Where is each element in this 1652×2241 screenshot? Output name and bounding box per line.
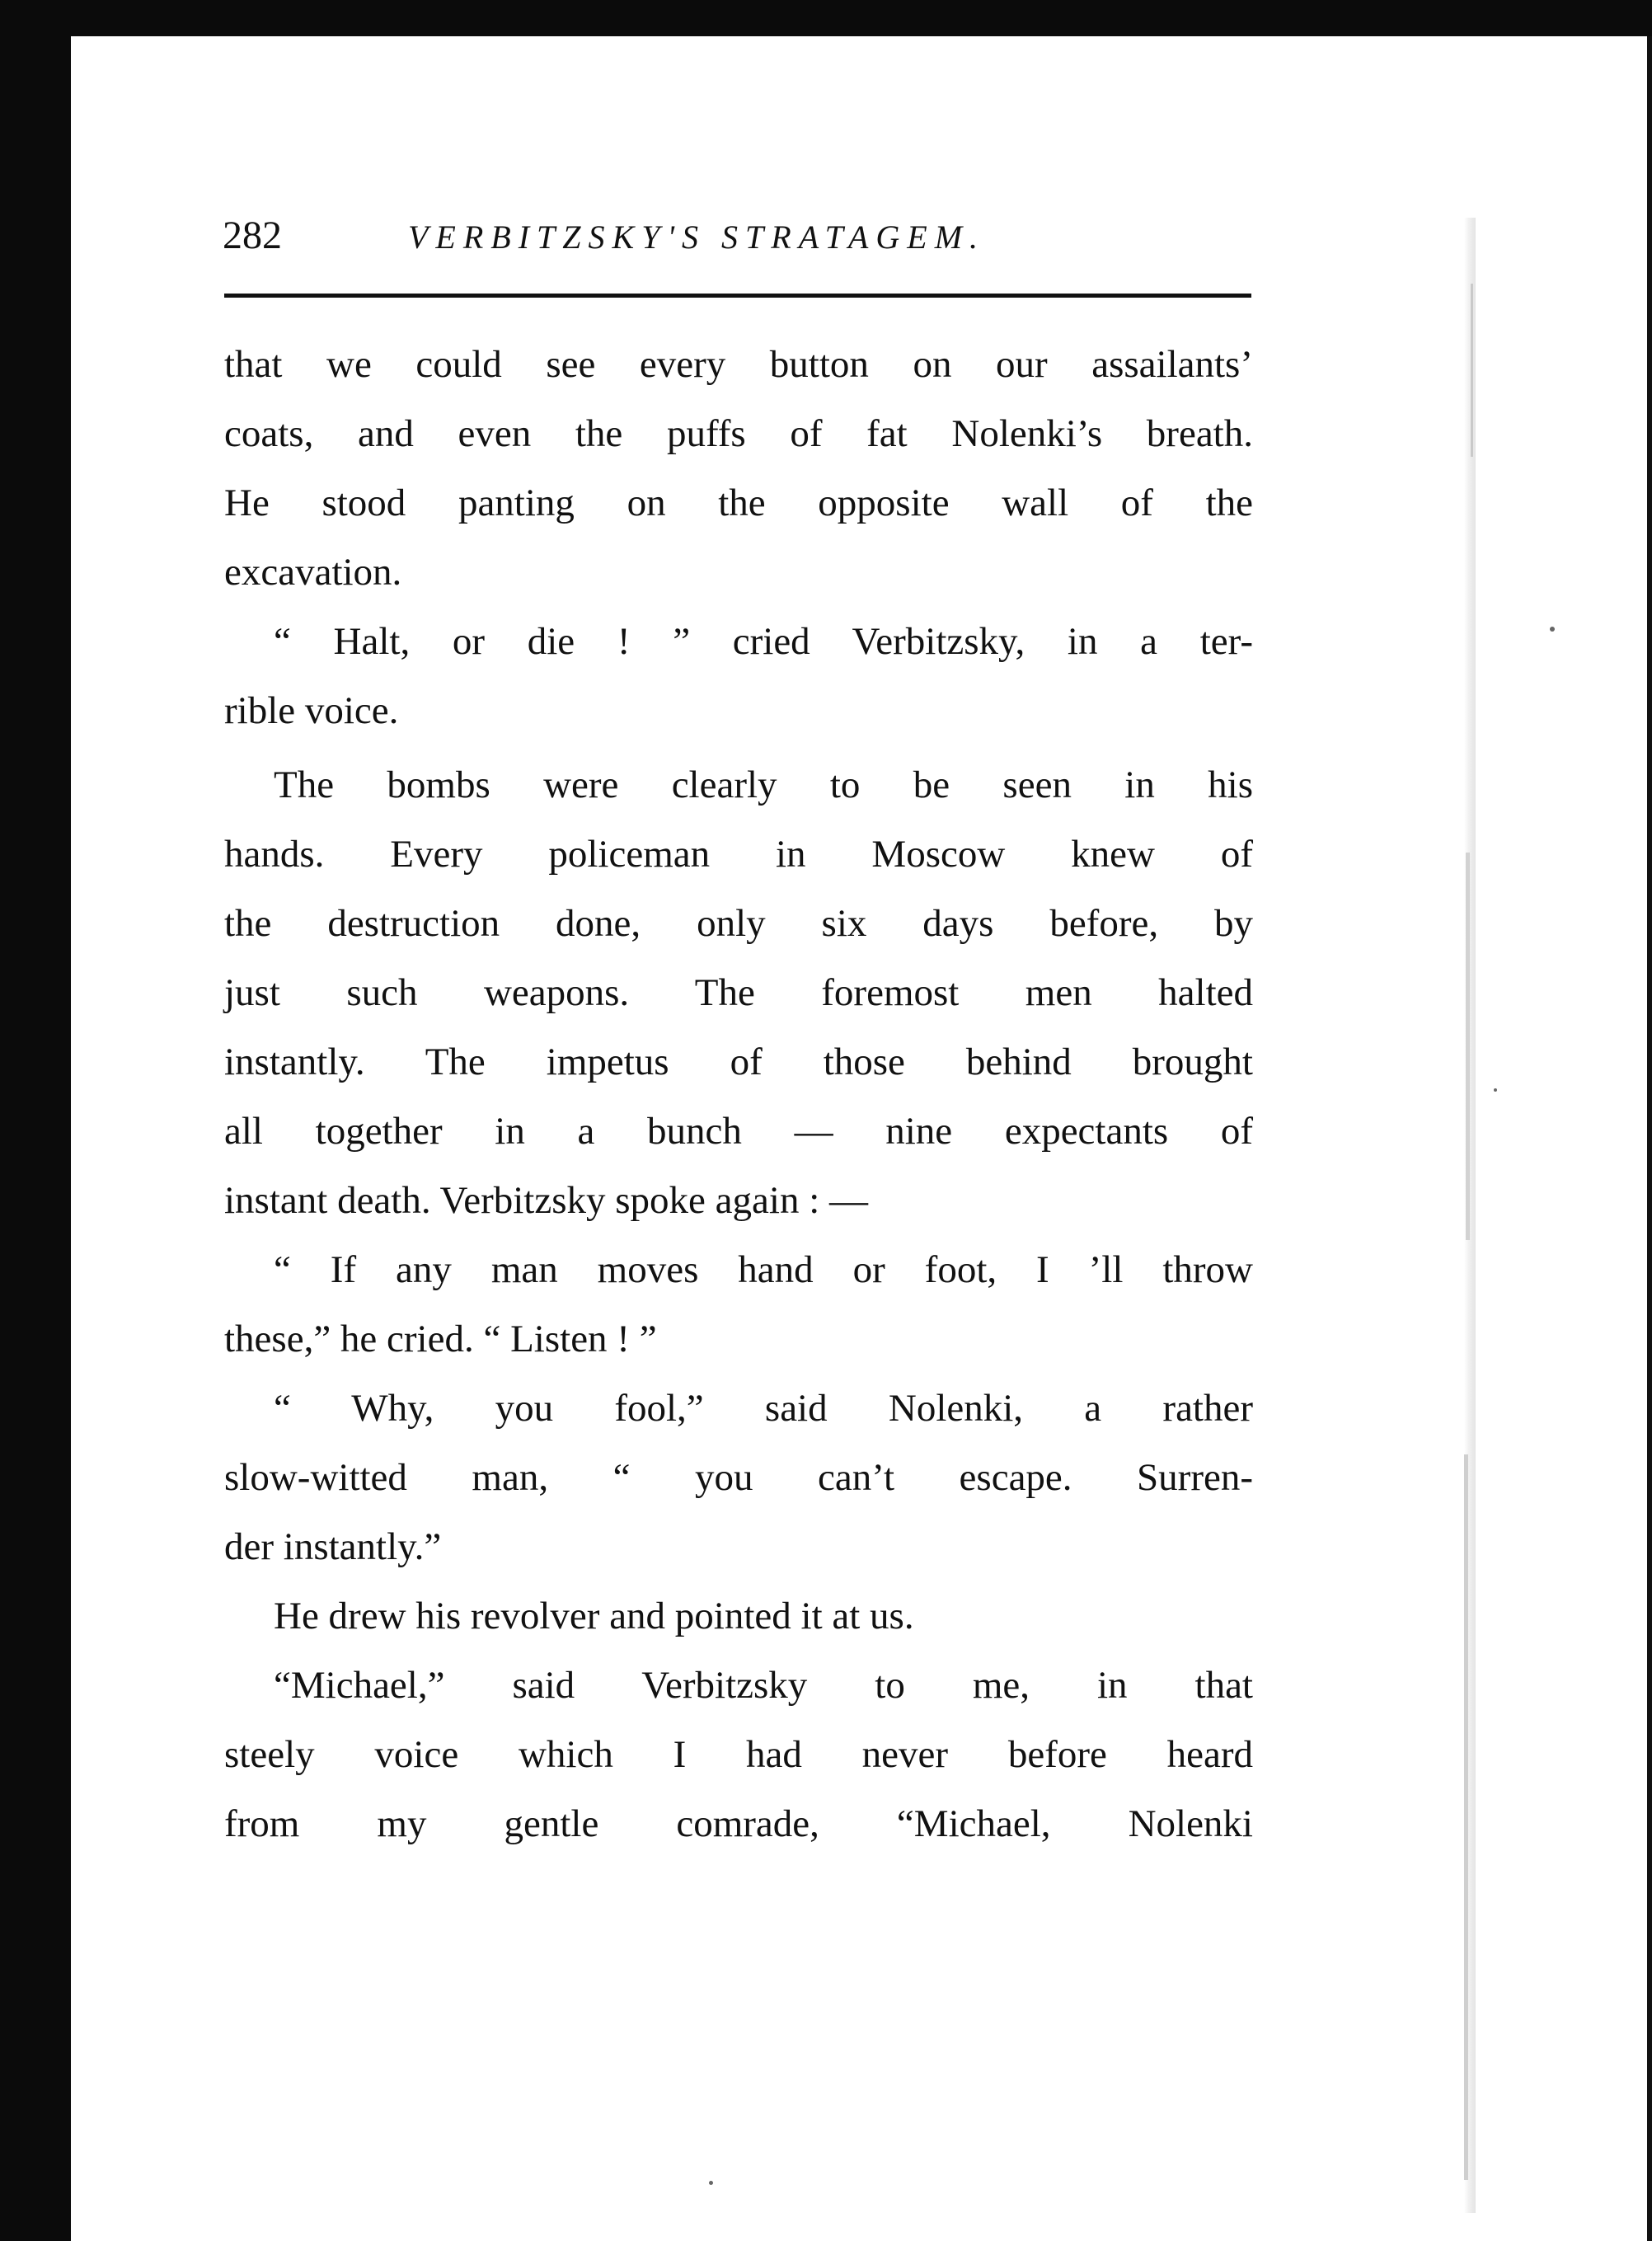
page-fold-line bbox=[1466, 853, 1470, 1240]
body-text bbox=[224, 330, 1253, 1858]
scan-speck bbox=[1550, 627, 1555, 632]
text-line: coats, and even the puffs of fat Nolenki’s breath. bbox=[224, 412, 1253, 455]
text-line: “ Why, you fool,” said Nolenki, a rather bbox=[274, 1387, 1253, 1430]
text-line: der instantly.” bbox=[224, 1525, 442, 1568]
text-line: the destruction done, only six days before, by bbox=[224, 902, 1253, 945]
text-line: that we could see every button on our assailants’ bbox=[224, 343, 1253, 386]
text-line: excavation. bbox=[224, 551, 402, 594]
page-fold-line bbox=[1464, 1454, 1468, 2180]
text-line: instantly. The impetus of those behind brought bbox=[224, 1041, 1253, 1083]
text-line: The bombs were clearly to be seen in his bbox=[274, 763, 1253, 806]
text-line: hands. Every policeman in Moscow knew of bbox=[224, 833, 1253, 876]
text-line: from my gentle comrade, “Michael, Nolenki bbox=[224, 1802, 1253, 1845]
text-line: just such weapons. The foremost men halted bbox=[224, 971, 1253, 1014]
text-line: “Michael,” said Verbitzsky to me, in that bbox=[274, 1664, 1253, 1707]
page-edge bbox=[1647, 36, 1652, 2241]
scan-speck bbox=[709, 2181, 713, 2185]
text-line: slow-witted man, “ you can’t escape. Surren- bbox=[224, 1456, 1253, 1499]
text-line: He stood panting on the opposite wall of the bbox=[224, 482, 1253, 524]
text-line: “ If any man moves hand or foot, I ’ll throw bbox=[274, 1248, 1253, 1291]
text-line: all together in a bunch — nine expectants of bbox=[224, 1110, 1253, 1153]
page-fold-line bbox=[1471, 284, 1473, 457]
header-rule bbox=[224, 294, 1251, 298]
running-head: VERBITZSKY'S STRATAGEM. bbox=[408, 218, 986, 256]
text-line: rible voice. bbox=[224, 689, 399, 732]
scan-speck bbox=[1494, 1088, 1497, 1092]
page-header bbox=[223, 209, 1253, 267]
text-line: “ Halt, or die ! ” cried Verbitzsky, in a ter- bbox=[274, 620, 1253, 663]
text-line: these,” he cried. “ Listen ! ” bbox=[224, 1318, 657, 1360]
text-line: steely voice which I had never before heard bbox=[224, 1733, 1253, 1776]
page-number: 282 bbox=[223, 214, 282, 257]
text-line: instant death. Verbitzsky spoke again : — bbox=[224, 1179, 869, 1222]
text-line: He drew his revolver and pointed it at us. bbox=[274, 1595, 914, 1637]
